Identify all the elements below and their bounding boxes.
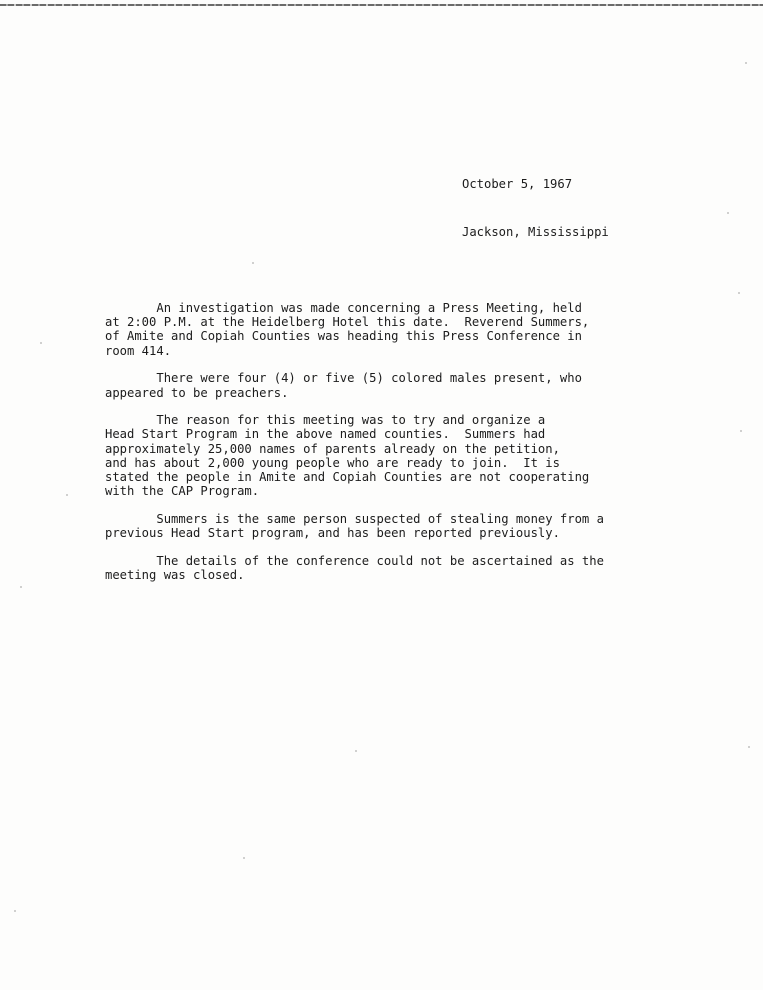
- scan-speck: [748, 746, 750, 748]
- paragraph-line: appeared to be preachers.: [105, 385, 289, 400]
- place-text: Jackson, Mississippi: [462, 225, 609, 239]
- scan-speck: [40, 342, 42, 344]
- scan-speck: [745, 62, 747, 64]
- paragraph-4: [105, 512, 605, 540]
- paragraph-line: stated the people in Amite and Copiah Counties are not cooperating: [105, 470, 590, 485]
- paragraph-1: [105, 301, 605, 358]
- date-text: October 5, 1967: [462, 177, 573, 191]
- scan-speck: [727, 212, 729, 214]
- paragraph-line: with the CAP Program.: [105, 484, 260, 499]
- scan-speck: [66, 494, 68, 496]
- dateline: [462, 144, 609, 272]
- paragraph-line: and has about 2,000 young people who are ready to join. It is: [105, 455, 560, 470]
- scan-speck: [740, 430, 742, 432]
- scan-speck: [252, 262, 254, 264]
- paragraph-line: The reason for this meeting was to try and organize a: [105, 413, 546, 428]
- scan-speck: [14, 910, 16, 912]
- paragraph-3: [105, 413, 605, 498]
- paragraph-line: meeting was closed.: [105, 568, 245, 583]
- paragraph-line: An investigation was made concerning a Press Meeting, held: [105, 301, 582, 315]
- paragraph-line: room 414.: [105, 343, 172, 358]
- paragraph-line: There were four (4) or five (5) colored males present, who: [105, 371, 582, 386]
- paragraph-2: [105, 371, 605, 399]
- paragraph-line: Summers is the same person suspected of stealing money from a: [105, 511, 604, 526]
- paragraph-line: at 2:00 P.M. at the Heidelberg Hotel this date. Reverend Summers,: [105, 315, 590, 330]
- memo-body: [105, 301, 605, 596]
- paragraph-line: previous Head Start program, and has been reported previously.: [105, 526, 560, 541]
- paragraph-line: Head Start Program in the above named counties. Summers had: [105, 427, 546, 442]
- scan-speck: [738, 292, 740, 294]
- paragraph-line: of Amite and Copiah Counties was heading this Press Conference in: [105, 329, 582, 344]
- paragraph-line: approximately 25,000 names of parents already on the petition,: [105, 441, 560, 456]
- scan-speck: [20, 586, 22, 588]
- paragraph-5: [105, 554, 605, 582]
- top-edge-rule: [0, 4, 763, 6]
- scan-speck: [243, 857, 245, 859]
- scan-speck: [355, 750, 357, 752]
- paragraph-line: The details of the conference could not be ascertained as the: [105, 553, 604, 568]
